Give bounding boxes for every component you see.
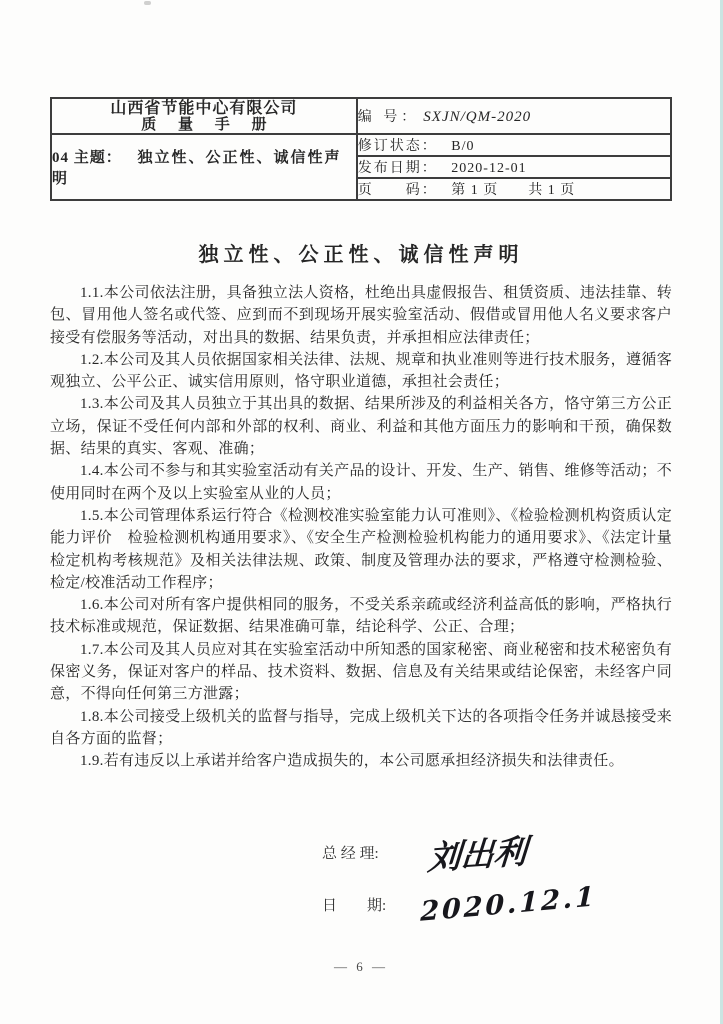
declaration-paragraph-8: 1.8.本公司接受上级机关的监督与指导，完成上级机关下达的各项指令任务并诚恳接受来自各方面的监督； (50, 708, 672, 747)
declaration-title: 独立性、公正性、诚信性声明 (198, 244, 524, 266)
signature-block (322, 827, 672, 931)
declaration-paragraph-4: 1.4.本公司不参与和其实验室活动有关产品的设计、开发、生产、销售、维修等活动；不使用同时在两个及以上实验室从业的人员； (50, 463, 672, 502)
revision-value: B/0 (451, 139, 475, 154)
doc-no-cell (357, 98, 671, 134)
page-number-footer: — 6 — (334, 958, 388, 974)
issue-date-cell (357, 156, 671, 178)
page-code-value: 第 1 页 共 1 页 (451, 183, 576, 198)
subject-label: 04 主题： (52, 150, 122, 166)
date-signature-row (322, 879, 672, 931)
issue-date-value: 2020-12-01 (451, 161, 527, 176)
document-content (50, 97, 672, 975)
manual-title: 质 量 手 册 (141, 116, 276, 133)
header-row-revision (51, 134, 671, 156)
company-cell (51, 98, 357, 134)
header-row-top (51, 98, 671, 134)
revision-cell (357, 134, 671, 156)
document-header-table (50, 97, 672, 201)
revision-label: 修订状态： (357, 139, 438, 154)
handwritten-date: 2020.12.1 (420, 881, 598, 928)
declaration-paragraph-1: 1.1.本公司依法注册，具备独立法人资格，杜绝出具虚假报告、租赁资质、违法挂靠、转包、冒用他人签名或代签、应到而不到现场开展实验室活动、假借或冒用他人名义要求客户接受有偿服务等活动，对出具的数据、结果负责，并承担相应法律责任； (50, 285, 672, 346)
declaration-paragraph-2: 1.2.本公司及其人员依据国家相关法律、法规、规章和执业准则等进行技术服务，遵循客观独立、公平公正、诚实信用原则，恪守职业道德，承担社会责任； (50, 351, 672, 391)
subject-value: 独立性、公正性、诚信性声明 (52, 150, 342, 187)
date-label: 日 期: (322, 898, 387, 915)
declaration-body (50, 282, 672, 773)
manager-handwritten-signature: 刘出利 (426, 831, 529, 878)
doc-no-value: SXJN/QM-2020 (423, 109, 532, 125)
manager-signature-row (322, 827, 672, 879)
manager-label: 总 经 理: (322, 846, 379, 863)
company-name: 山西省节能中心有限公司 (110, 99, 298, 117)
declaration-paragraph-9: 1.9.若有违反以上承诺并给客户造成损失的，本公司愿承担经济损失和法律责任。 (80, 753, 624, 770)
issue-date-label: 发布日期： (357, 161, 438, 176)
declaration-paragraph-7: 1.7.本公司及其人员应对其在实验室活动中所知悉的国家秘密、商业秘密和技术秘密负有保密义务，保证对客户的样品、技术资料、数据、信息及有关结果或结论保密，未经客户同意，不得向任何第三方泄露； (50, 641, 672, 703)
declaration-paragraph-3: 1.3.本公司及其人员独立于其出具的数据、结果所涉及的利益相关各方，恪守第三方公正立场，保证不受任何内部和外部的权利、商业、利益和其他方面压力的影响和干预，确保数据、结果的真实、客观、准确； (50, 396, 672, 458)
doc-no-label: 编 号： (357, 110, 420, 125)
subject-cell (51, 134, 357, 200)
page-code-cell (357, 178, 671, 200)
page-code-label: 页 码： (357, 183, 438, 198)
declaration-paragraph-6: 1.6.本公司对所有客户提供相同的服务，不受关系亲疏或经济利益高低的影响，严格执行技术标准或规范，保证数据、结果准确可靠，结论科学、公正、合理； (50, 597, 672, 636)
scan-speckle (144, 1, 151, 5)
declaration-paragraph-5: 1.5.本公司管理体系运行符合《检测校准实验室能力认可准则》、《检验检测机构资质认定能力评价 检验检测机构通用要求》、《安全生产检测检验机构能力的通用要求》、《法定计量检定机构考核规范》及相关法律法规、政策、制度及管理办法的要求，严格遵守检测检验、检定/校准活动工作程序； (50, 507, 672, 591)
